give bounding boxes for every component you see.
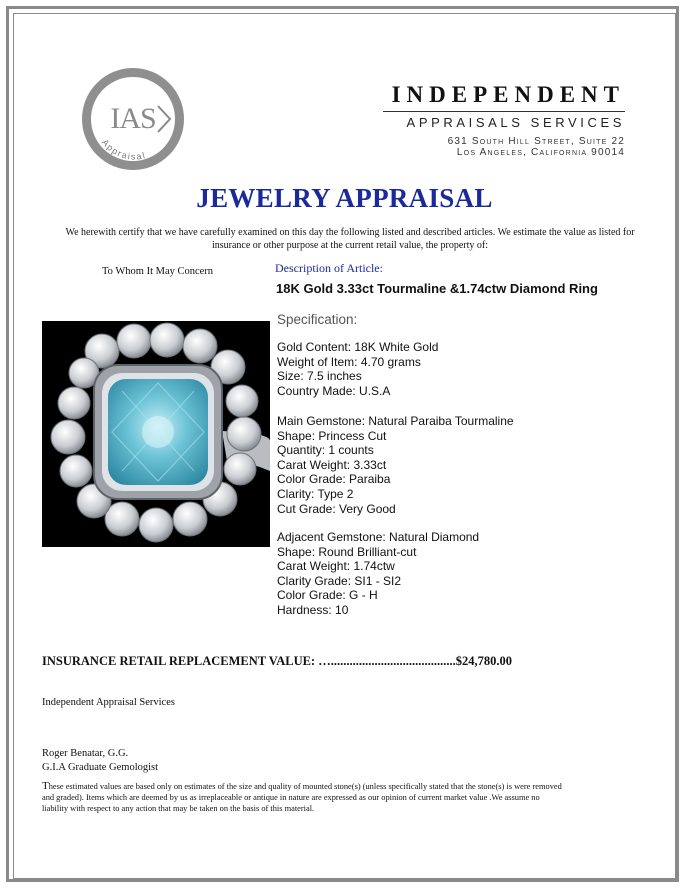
spec-line: Carat Weight: 3.33ct (277, 457, 387, 472)
spec-general (277, 340, 438, 398)
spec-line: Color Grade: G - H (277, 588, 378, 603)
company-subtitle: APPRAISALS SERVICES (406, 115, 625, 130)
spec-line: Color Grade: Paraiba (277, 472, 391, 487)
description-label: Description of Article: (275, 261, 383, 275)
spec-line: Hardness: 10 (277, 602, 349, 617)
insurance-value: INSURANCE RETAIL REPLACEMENT VALUE: …........................................$24,780.00 (42, 654, 512, 668)
spec-line: Cut Grade: Very Good (277, 501, 396, 516)
spec-main-gemstone (277, 414, 514, 516)
spec-line: Gold Content: 18K White Gold (277, 340, 439, 354)
company-name: INDEPENDENT (391, 82, 625, 107)
disclaimer-initial: T (42, 780, 49, 792)
spec-line: Main Gemstone: Natural Paraiba Tourmaline (277, 414, 514, 428)
document-title: JEWELRY APPRAISAL (196, 183, 493, 213)
logo-initials: IAS (110, 102, 156, 135)
company-address-line1: 631 South Hill Street, Suite 22 (447, 136, 625, 147)
recipient: To Whom It May Concern (102, 266, 214, 277)
article-title: 18K Gold 3.33ct Tourmaline &1.74ctw Diamond Ring (276, 281, 598, 296)
certification-text (50, 226, 650, 252)
spec-line: Carat Weight: 1.74ctw (277, 559, 395, 574)
disclaimer (42, 781, 562, 815)
company-divider (383, 111, 625, 112)
specification-heading: Specification: (277, 312, 358, 327)
signer-name: Roger Benatar, G.G. (42, 748, 129, 759)
signer-block (42, 747, 158, 775)
spec-line: Size: 7.5 inches (277, 369, 362, 384)
spec-line: Weight of Item: 4.70 grams (277, 354, 421, 369)
spec-line: Adjacent Gemstone: Natural Diamond (277, 530, 480, 544)
spec-line: Country Made: U.S.A (277, 383, 391, 398)
ring-photo-icon (42, 321, 270, 547)
spec-adjacent-gemstone (277, 530, 479, 618)
spec-line: Shape: Princess Cut (277, 428, 387, 443)
company-address-line2: Los Angeles, California 90014 (456, 147, 625, 158)
signature-company: Independent Appraisal Services (42, 697, 175, 708)
signer-title: G.I.A Graduate Gemologist (42, 762, 159, 773)
spec-line: Clarity: Type 2 (277, 486, 354, 501)
ring-photo (42, 321, 270, 547)
spec-line: Quantity: 1 counts (277, 443, 374, 458)
spec-line: Clarity Grade: SI1 - SI2 (277, 573, 402, 588)
certification-line-2: insurance or other purpose at the current retail value, the property of: (211, 240, 488, 251)
logo-ring-text: Appraisal (99, 137, 148, 162)
ias-logo-icon (78, 64, 188, 174)
certification-line-1: We herewith certify that we have carefully examined on this day the following listed and described articles. We estimate the value as listed for (65, 227, 635, 238)
spec-line: Shape: Round Brilliant-cut (277, 544, 417, 559)
disclaimer-text: hese estimated values are based only on estimates of the size and quality of mounted stone(s) (unless specifically stated that the stone(s) is were removed and graded). Items which are deemed by us as irreplaceable or antique in nature are expressed as our opinion of current market value .We assume no liability with respect to any action that may be taken on the basis of this material. (42, 782, 562, 814)
